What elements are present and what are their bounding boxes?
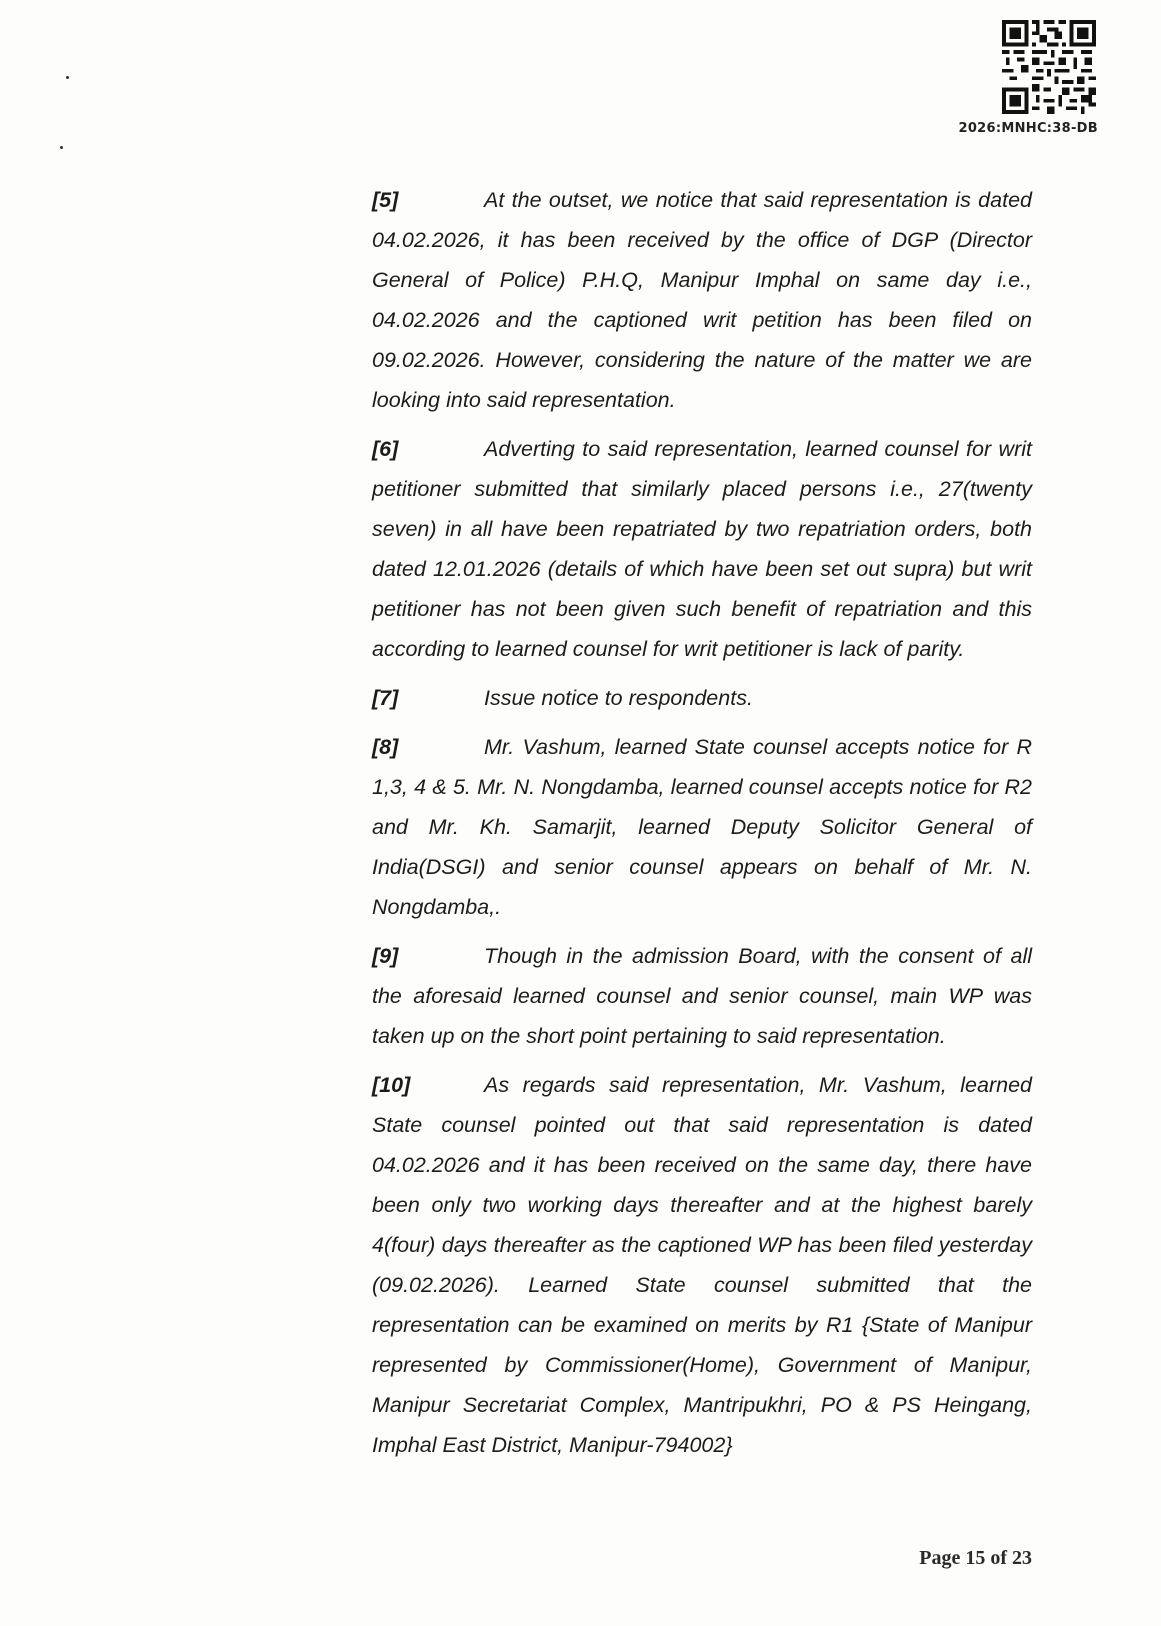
paragraph-text: Adverting to said representation, learned counsel for writ petitioner submitted that similarly placed persons i.e., 27(twenty seven) in all have been repatriated by two repatriation orders, both dated 12.01.2026 (details of which have been set out supra) but writ petitioner has not been given such benefit of repatriation and this according to learned counsel for writ petitioner is lack of parity. [372, 437, 1032, 661]
paragraph-number: [10] [372, 1073, 411, 1097]
neutral-citation: 2026:MNHC:38-DB [958, 121, 1098, 136]
page-footer [860, 1547, 1032, 1570]
scan-speck [66, 76, 69, 79]
paragraph-text: Issue notice to respondents. [484, 686, 753, 710]
paragraph-7 [372, 678, 1032, 718]
page-word: Page [919, 1547, 961, 1569]
paragraph-number: [7] [372, 686, 399, 710]
paragraph-6 [372, 429, 1032, 669]
judgment-body [372, 180, 1032, 1474]
paragraph-text: At the outset, we notice that said representation is dated 04.02.2026, it has been received by the office of DGP (Director General of Police) P.H.Q, Manipur Imphal on same day i.e., 04.02.2026 and the captioned writ petition has been filed on 09.02.2026. However, considering the nature of the matter we are looking into said representation. [372, 188, 1032, 412]
paragraph-9 [372, 936, 1032, 1056]
paragraph-text: As regards said representation, Mr. Vashum, learned State counsel pointed out that said representation is dated 04.02.2026 and it has been received on the same day, there have been only two working days thereafter and at the highest barely 4(four) days thereafter as the captioned WP has been filed yesterday (09.02.2026). Learned State counsel submitted that the representation can be examined on merits by R1 {State of Manipur represented by Commissioner(Home), Government of Manipur, Manipur Secretariat Complex, Mantripukhri, PO & PS Heingang, Imphal East District, Manipur-794002} [372, 1073, 1032, 1457]
paragraph-10 [372, 1065, 1032, 1465]
paragraph-number: [9] [372, 944, 399, 968]
paragraph-5 [372, 180, 1032, 420]
paragraph-number: [6] [372, 437, 399, 461]
page-number: 15 [965, 1547, 986, 1569]
page-total: 23 [1012, 1547, 1032, 1569]
qr-code [1002, 20, 1096, 114]
paragraph-number: [5] [372, 188, 399, 212]
scan-speck [60, 146, 63, 149]
paragraph-text: Though in the admission Board, with the consent of all the aforesaid learned counsel and senior counsel, main WP was taken up on the short point pertaining to said representation. [372, 944, 1032, 1048]
of-word: of [990, 1547, 1007, 1569]
paragraph-8 [372, 727, 1032, 927]
paragraph-number: [8] [372, 735, 399, 759]
paragraph-text: Mr. Vashum, learned State counsel accepts notice for R 1,3, 4 & 5. Mr. N. Nongdamba, learned counsel accepts notice for R2 and Mr. Kh. Samarjit, learned Deputy Solicitor General of India(DSGI) and senior counsel appears on behalf of Mr. N. Nongdamba,. [372, 735, 1032, 919]
